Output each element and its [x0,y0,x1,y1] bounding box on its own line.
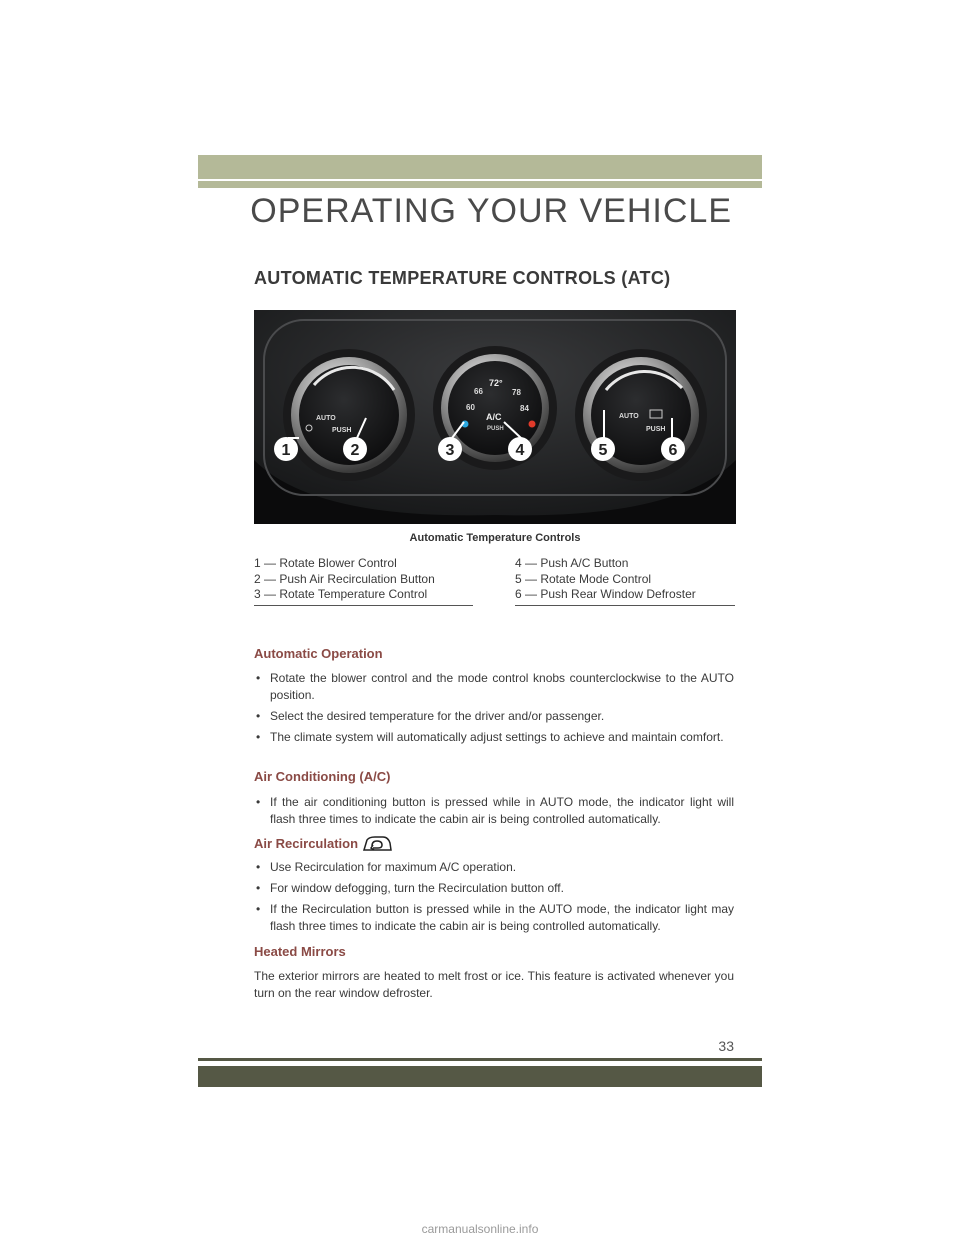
legend-item: 1 — Rotate Blower Control [254,556,397,570]
legend-item: 2 — Push Air Recirculation Button [254,571,435,586]
callout-2: 2 [350,442,360,459]
callout-3: 3 [445,442,455,459]
legend-right [515,556,735,606]
legend-rule [515,605,735,606]
subheading-air-conditioning: Air Conditioning (A/C) [254,769,391,784]
subheading-air-recirculation [254,834,393,854]
legend-item: 5 — Rotate Mode Control [515,571,652,586]
temp-60: 60 [466,403,475,412]
footer-band [198,1066,762,1087]
auto-label: AUTO [316,415,336,422]
list-item: • If the Recirculation button is pressed while in the AUTO mode, the indicator light may flash three times to indicate the cabin air is being controlled automatically. [254,901,734,935]
air-conditioning-list [254,794,734,828]
push-label: PUSH [646,426,666,433]
list-item: • Select the desired temperature for the driver and/or passenger. [254,708,734,725]
figure-caption: Automatic Temperature Controls [409,532,581,544]
heated-mirrors-text: The exterior mirrors are heated to melt frost or ice. This feature is activated whenever you turn on the rear window defroster. [254,969,734,1000]
push-label: PUSH [332,427,352,434]
temp-84: 84 [520,404,529,413]
air-recirculation-list [254,859,734,935]
ac-label: A/C [486,412,502,422]
blower-knob [283,349,415,481]
legend-item: 6 — Push Rear Window Defroster [515,587,696,601]
callout-6: 6 [668,442,678,459]
footer-rule [198,1058,762,1061]
subheading-heated-mirrors: Heated Mirrors [254,944,346,959]
subheading-automatic-operation: Automatic Operation [254,646,383,661]
header-rule [198,181,762,188]
legend-item: 3 — Rotate Temperature Control [254,587,428,601]
legend-item: 4 — Push A/C Button [515,556,629,570]
header-band [198,155,762,179]
list-item: • For window defogging, turn the Recirculation button off. [254,880,734,897]
list-item: • If the air conditioning button is pressed while in AUTO mode, the indicator light will flash three times to indicate the cabin air is being controlled automatically. [254,794,734,828]
temp-66: 66 [474,387,483,396]
temp-78: 78 [512,388,521,397]
list-item: • The climate system will automatically adjust settings to achieve and maintain comfort. [254,729,734,746]
climate-controls-photo [254,310,736,524]
legend-rule [254,605,473,606]
section-title: OPERATING YOUR VEHICLE [250,192,732,230]
temp-72: 72° [489,378,503,388]
legend-left [254,556,473,606]
automatic-operation-list [254,670,734,746]
callout-5: 5 [598,442,608,459]
recirculation-icon [361,834,393,854]
list-item: • Use Recirculation for maximum A/C operation. [254,859,734,876]
air-recirculation-title: Air Recirculation [254,836,359,851]
callout-1: 1 [281,442,291,459]
push-label: PUSH [487,426,504,432]
auto-label: AUTO [619,413,639,420]
page-number: 33 [718,1038,734,1054]
callout-4: 4 [515,442,525,459]
watermark: carmanualsonline.info [421,1222,539,1236]
page-heading: AUTOMATIC TEMPERATURE CONTROLS (ATC) [254,268,671,288]
list-item: • Rotate the blower control and the mode control knobs counterclockwise to the AUTO position. [254,670,734,704]
mode-knob [575,349,707,481]
